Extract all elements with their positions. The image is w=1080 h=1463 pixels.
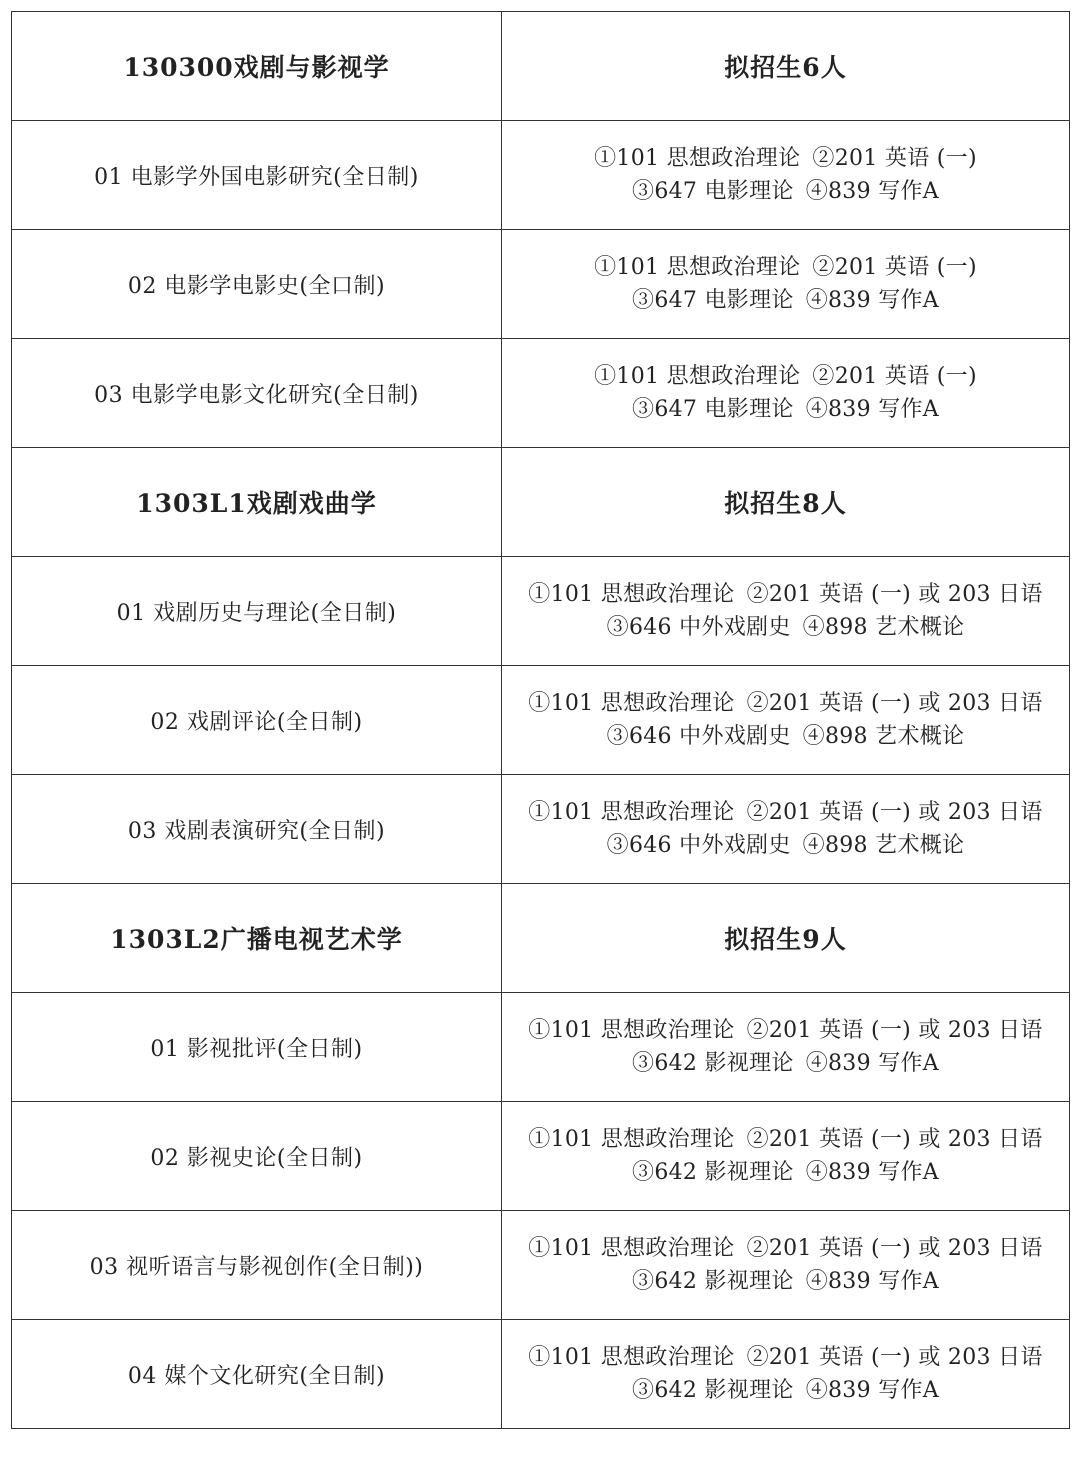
major-title: 1303L2广播电视艺术学 [12,884,502,993]
exam-line-2 [502,720,1069,753]
exam-subject: ②201 英语 (一) 或 203 日语 [746,1018,1043,1043]
direction-row [12,557,1070,666]
exam-subject: ④839 写作A [805,288,939,313]
exam-subject: ④839 写作A [805,1160,939,1185]
exam-subject: ②201 英语 (一) [812,364,977,389]
exam-subject: ④839 写作A [805,179,939,204]
exam-subject: ①101 思想政治理论 [528,1018,735,1043]
direction-name: 02 戏剧评论(全日制) [12,666,502,775]
exam-subject: ①101 思想政治理论 [528,1236,735,1261]
major-title: 1303L1戏剧戏曲学 [12,448,502,557]
exam-subject: ③646 中外戏剧史 [606,833,791,858]
exam-subjects [502,993,1070,1102]
exam-subjects [502,121,1070,230]
exam-subject: ④839 写作A [805,1378,939,1403]
enrollment-quota: 拟招生9人 [502,884,1070,993]
major-header-row [12,448,1070,557]
exam-subject: ①101 思想政治理论 [528,691,735,716]
exam-subject: ③642 影视理论 [632,1160,794,1185]
exam-subject: ②201 英语 (一) 或 203 日语 [746,582,1043,607]
exam-line-2 [502,393,1069,426]
exam-subject: ②201 英语 (一) [812,146,977,171]
exam-subjects [502,666,1070,775]
direction-name: 04 媒个文化研究(全日制) [12,1320,502,1429]
exam-line-1 [502,1232,1069,1265]
enrollment-quota: 拟招生6人 [502,12,1070,121]
exam-line-2 [502,1156,1069,1189]
exam-subject: ②201 英语 (一) 或 203 日语 [746,1127,1043,1152]
exam-line-1 [502,578,1069,611]
exam-line-2 [502,829,1069,862]
exam-subject: ③646 中外戏剧史 [606,615,791,640]
direction-row [12,775,1070,884]
exam-line-2 [502,284,1069,317]
exam-subject: ④898 艺术概论 [802,833,965,858]
direction-row [12,230,1070,339]
exam-line-2 [502,1265,1069,1298]
exam-subject: ④839 写作A [805,397,939,422]
exam-subjects [502,230,1070,339]
exam-subject: ②201 英语 (一) 或 203 日语 [746,1345,1043,1370]
direction-row [12,1320,1070,1429]
exam-subjects [502,1211,1070,1320]
exam-subject: ①101 思想政治理论 [528,800,735,825]
exam-subjects [502,339,1070,448]
exam-subject: ②201 英语 (一) 或 203 日语 [746,1236,1043,1261]
exam-line-2 [502,175,1069,208]
exam-subject: ④898 艺术概论 [802,615,965,640]
exam-subject: ②201 英语 (一) 或 203 日语 [746,691,1043,716]
exam-line-2 [502,1374,1069,1407]
direction-row [12,339,1070,448]
exam-subject: ③647 电影理论 [632,288,794,313]
exam-subject: ③647 电影理论 [632,179,794,204]
exam-line-1 [502,687,1069,720]
exam-line-1 [502,1014,1069,1047]
exam-subject: ②201 英语 (一) [812,255,977,280]
exam-subject: ③646 中外戏剧史 [606,724,791,749]
enrollment-quota: 拟招生8人 [502,448,1070,557]
exam-line-1 [502,251,1069,284]
exam-line-1 [502,1341,1069,1374]
exam-subject: ②201 英语 (一) 或 203 日语 [746,800,1043,825]
exam-subjects [502,557,1070,666]
exam-subject: ①101 思想政治理论 [528,1345,735,1370]
exam-line-2 [502,1047,1069,1080]
enrollment-table [11,11,1070,1429]
exam-subject: ③642 影视理论 [632,1269,794,1294]
direction-name: 03 视听语言与影视创作(全日制)) [12,1211,502,1320]
exam-line-1 [502,796,1069,829]
exam-subject: ④839 写作A [805,1051,939,1076]
direction-row [12,993,1070,1102]
exam-subjects [502,1102,1070,1211]
exam-subject: ④898 艺术概论 [802,724,965,749]
exam-subject: ③647 电影理论 [632,397,794,422]
exam-line-1 [502,1123,1069,1156]
direction-row [12,666,1070,775]
exam-subject: ①101 思想政治理论 [594,255,801,280]
exam-subject: ①101 思想政治理论 [528,582,735,607]
direction-name: 03 电影学电影文化研究(全日制) [12,339,502,448]
exam-subject: ①101 思想政治理论 [594,364,801,389]
exam-subject: ③642 影视理论 [632,1051,794,1076]
exam-subject: ③642 影视理论 [632,1378,794,1403]
exam-subject: ①101 思想政治理论 [594,146,801,171]
exam-subject: ①101 思想政治理论 [528,1127,735,1152]
direction-row [12,1102,1070,1211]
exam-subjects [502,1320,1070,1429]
direction-name: 01 影视批评(全日制) [12,993,502,1102]
direction-name: 01 戏剧历史与理论(全日制) [12,557,502,666]
direction-row [12,1211,1070,1320]
direction-row [12,121,1070,230]
exam-subjects [502,775,1070,884]
direction-name: 02 影视史论(全日制) [12,1102,502,1211]
direction-name: 02 电影学电影史(全口制) [12,230,502,339]
major-header-row [12,12,1070,121]
exam-line-2 [502,611,1069,644]
exam-line-1 [502,142,1069,175]
major-header-row [12,884,1070,993]
major-title: 130300戏剧与影视学 [12,12,502,121]
exam-subject: ④839 写作A [805,1269,939,1294]
direction-name: 03 戏剧表演研究(全日制) [12,775,502,884]
direction-name: 01 电影学外国电影研究(全日制) [12,121,502,230]
exam-line-1 [502,360,1069,393]
